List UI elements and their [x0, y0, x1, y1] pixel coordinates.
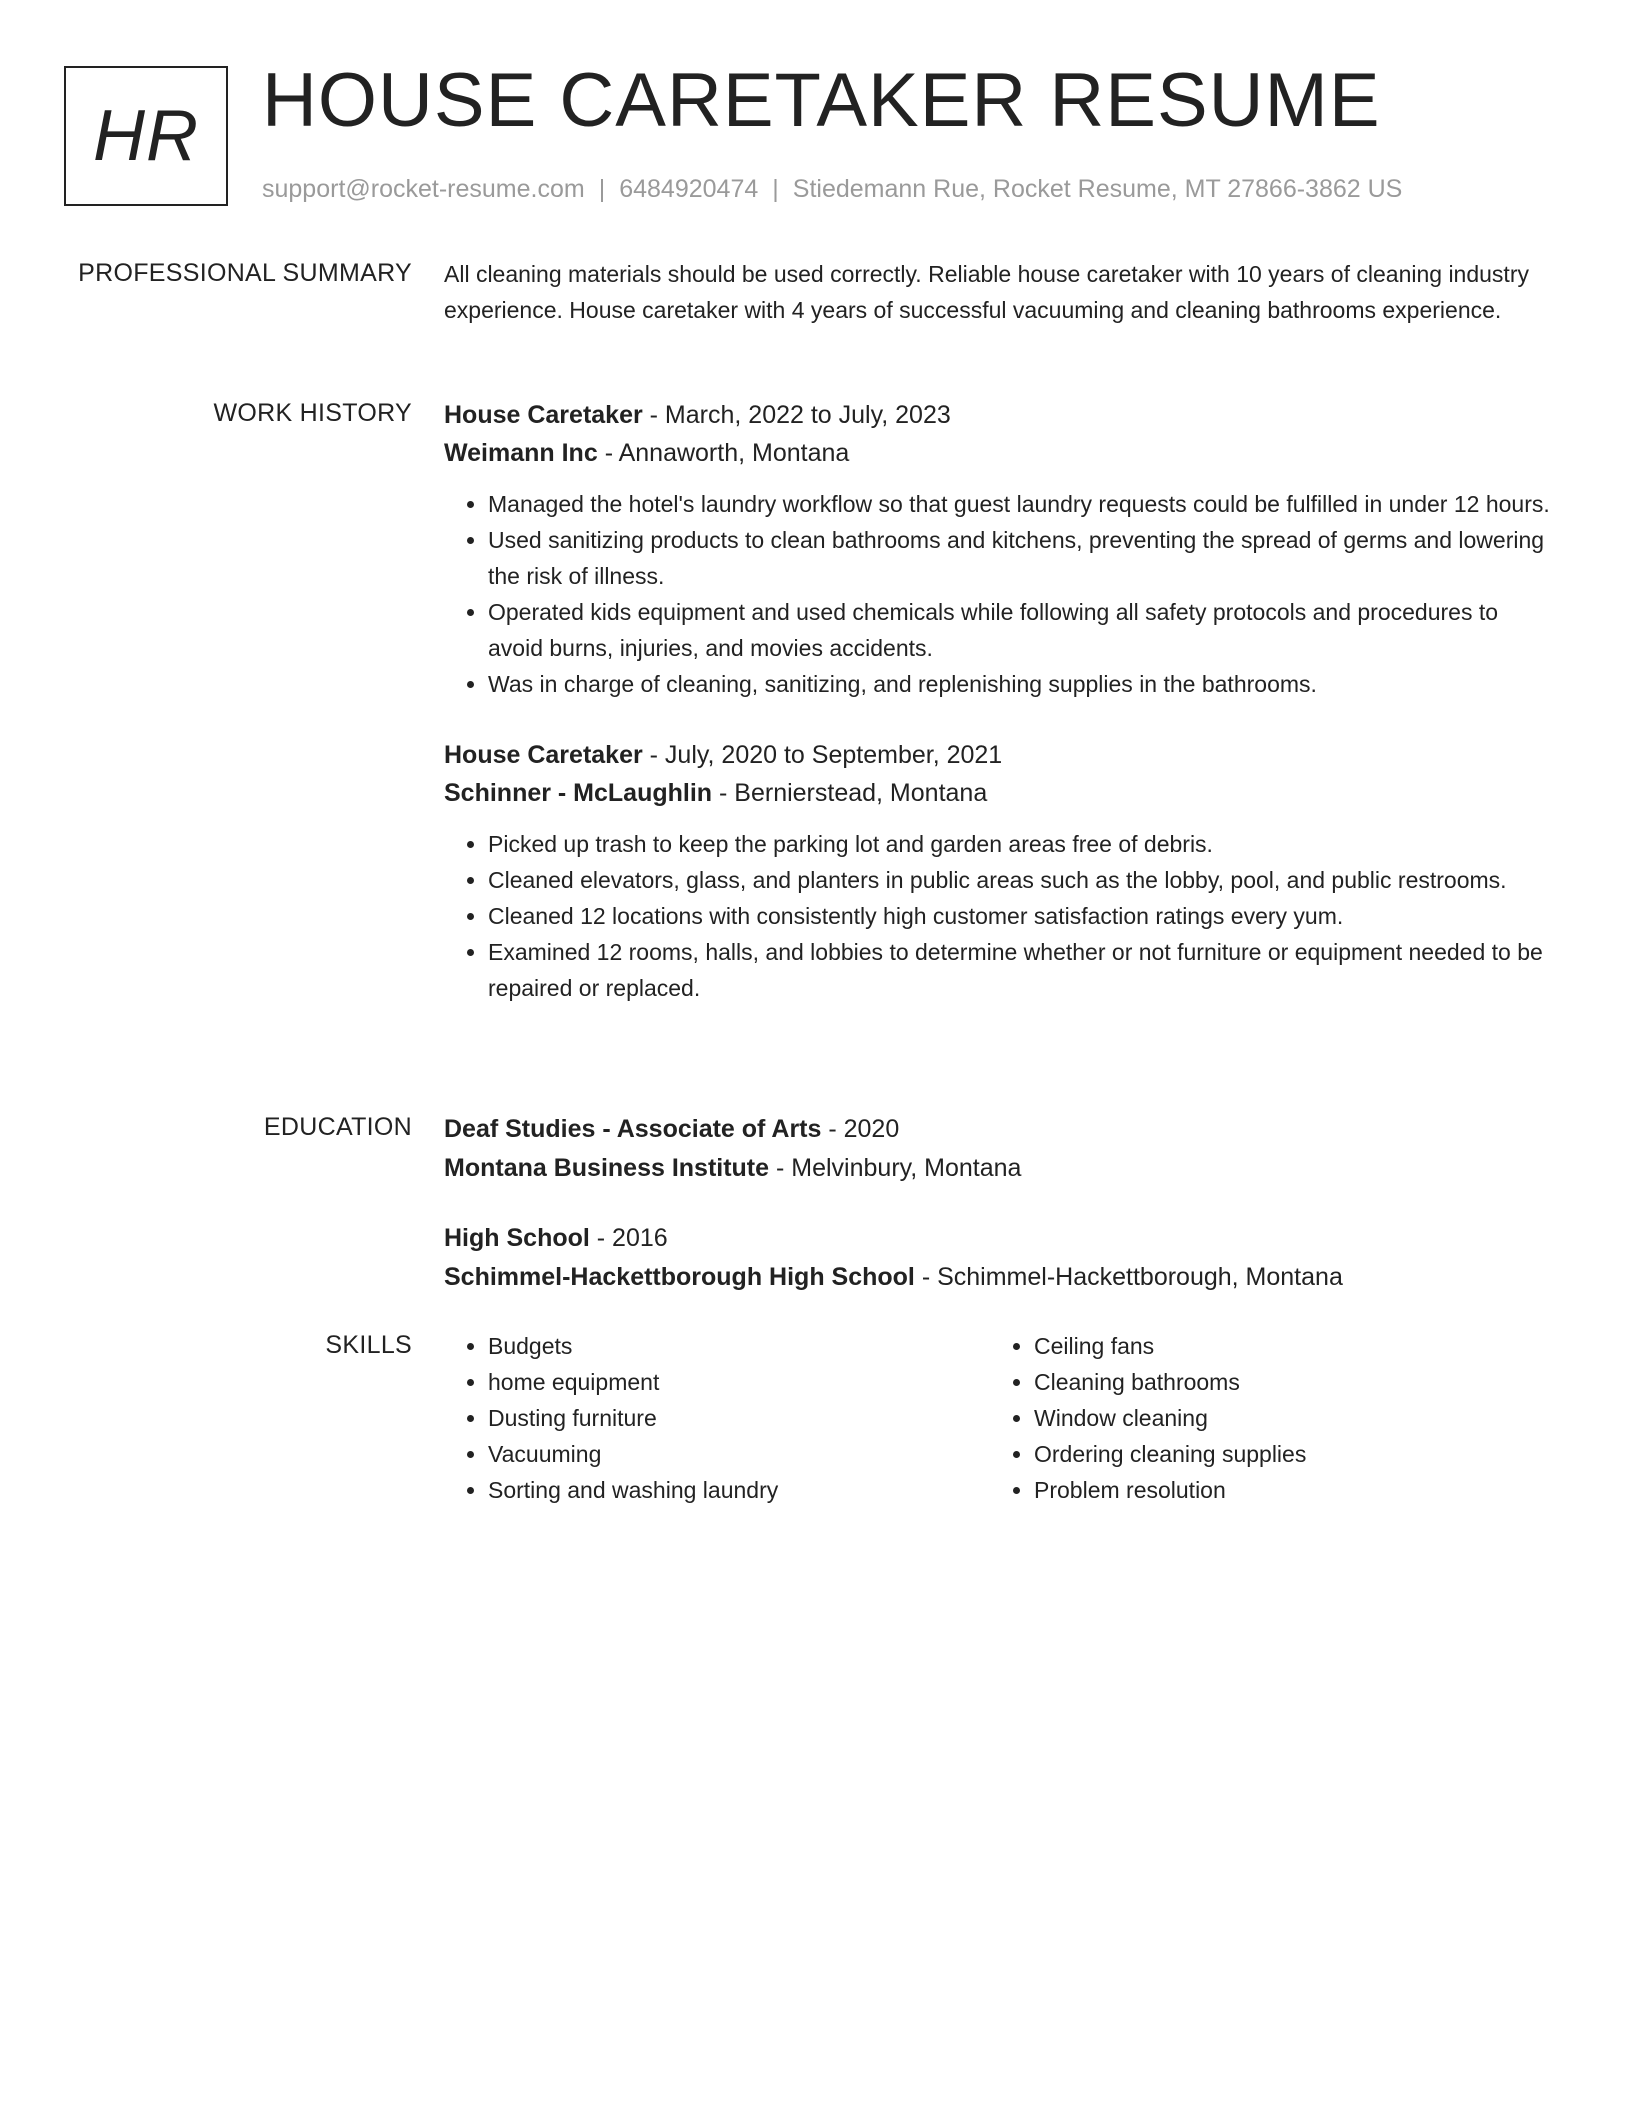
job-company-line: [444, 774, 1556, 812]
section-label-education: EDUCATION: [263, 1113, 412, 1141]
skill-item: • home equipment: [488, 1364, 990, 1400]
skill-item: • Problem resolution: [1034, 1472, 1536, 1508]
summary-body: [444, 256, 1556, 328]
education-year: - 2016: [589, 1224, 668, 1252]
monogram-box: [64, 66, 228, 206]
job-title-line: [444, 396, 1556, 434]
education-entry: [444, 1219, 1556, 1297]
education-school: Montana Business Institute: [444, 1154, 770, 1182]
skill-item: • Vacuuming: [488, 1436, 990, 1472]
job-entry: [444, 396, 1556, 702]
education-location: - Melvinbury, Montana: [769, 1154, 1022, 1182]
job-bullets: [444, 486, 1556, 702]
job-entry: [444, 736, 1556, 1006]
job-dates: - July, 2020 to September, 2021: [642, 741, 1003, 769]
education-degree-line: [444, 1110, 1556, 1149]
education-degree: Deaf Studies - Associate of Arts: [444, 1115, 822, 1143]
education-year: - 2020: [821, 1115, 900, 1143]
job-company: Weimann Inc: [444, 439, 598, 467]
skills-column-left: [444, 1328, 990, 1508]
contact-address: Stiedemann Rue, Rocket Resume, MT 27866-3862 US: [792, 175, 1403, 203]
contact-separator: |: [598, 175, 606, 203]
education-school-line: [444, 1149, 1556, 1188]
monogram-initials: HR: [93, 96, 199, 176]
section-label-summary: PROFESSIONAL SUMMARY: [78, 259, 412, 287]
contact-phone: 6484920474: [619, 175, 759, 203]
education-school: Schimmel-Hackettborough High School: [444, 1263, 915, 1291]
skills-body: [444, 1328, 1556, 1508]
skills-list-right: [990, 1328, 1536, 1508]
summary-text: All cleaning materials should be used correctly. Reliable house caretaker with 10 years of cleaning industry experience. House caretaker with 4 years of successful vacuuming and cleaning bathrooms experience.: [444, 261, 1529, 323]
skills-columns: [444, 1328, 1556, 1508]
skill-item: • Sorting and washing laundry: [488, 1472, 990, 1508]
education-entry: [444, 1110, 1556, 1188]
skill-item: • Budgets: [488, 1328, 990, 1364]
skills-column-right: [990, 1328, 1536, 1508]
job-dates: - March, 2022 to July, 2023: [642, 401, 951, 429]
job-title: House Caretaker: [444, 401, 643, 429]
contact-separator: |: [772, 175, 779, 203]
skill-item: • Ordering cleaning supplies: [1034, 1436, 1536, 1472]
job-title-line: [444, 736, 1556, 774]
skill-item: • Cleaning bathrooms: [1034, 1364, 1536, 1400]
list-item: • Cleaned elevators, glass, and planters in public areas such as the lobby, pool, and public restrooms.: [488, 862, 1556, 898]
job-location: - Bernierstead, Montana: [712, 779, 988, 807]
list-item: • Operated kids equipment and used chemicals while following all safety protocols and procedures to avoid burns, injuries, and movies accidents.: [488, 594, 1556, 666]
contact-email: support@rocket-resume.com: [262, 175, 585, 203]
skill-item: • Dusting furniture: [488, 1400, 990, 1436]
education-degree-line: [444, 1219, 1556, 1258]
skill-item: • Window cleaning: [1034, 1400, 1536, 1436]
list-item: • Picked up trash to keep the parking lot and garden areas free of debris.: [488, 826, 1556, 862]
work-history-body: [444, 396, 1556, 1006]
skill-item: • Ceiling fans: [1034, 1328, 1536, 1364]
resume-title: HOUSE CARETAKER RESUME: [262, 58, 1381, 143]
contact-line: [262, 174, 1402, 204]
job-location: - Annaworth, Montana: [597, 439, 850, 467]
section-label-skills: SKILLS: [325, 1331, 412, 1359]
job-company: Schinner - McLaughlin: [444, 779, 713, 807]
list-item: • Used sanitizing products to clean bathrooms and kitchens, preventing the spread of germs and lowering the risk of illness.: [488, 522, 1556, 594]
education-location: - Schimmel-Hackettborough, Montana: [914, 1263, 1343, 1291]
section-label-work-history: WORK HISTORY: [213, 399, 412, 427]
education-degree: High School: [444, 1224, 590, 1252]
job-company-line: [444, 434, 1556, 472]
list-item: • Cleaned 12 locations with consistently high customer satisfaction ratings every yum.: [488, 898, 1556, 934]
list-item: • Examined 12 rooms, halls, and lobbies to determine whether or not furniture or equipment needed to be repaired or replaced.: [488, 934, 1556, 1006]
list-item: • Managed the hotel's laundry workflow so that guest laundry requests could be fulfilled in under 12 hours.: [488, 486, 1556, 522]
education-school-line: [444, 1258, 1556, 1297]
skills-list-left: [444, 1328, 990, 1508]
list-item: • Was in charge of cleaning, sanitizing, and replenishing supplies in the bathrooms.: [488, 666, 1556, 702]
job-title: House Caretaker: [444, 741, 643, 769]
job-bullets: [444, 826, 1556, 1006]
education-body: [444, 1110, 1556, 1297]
